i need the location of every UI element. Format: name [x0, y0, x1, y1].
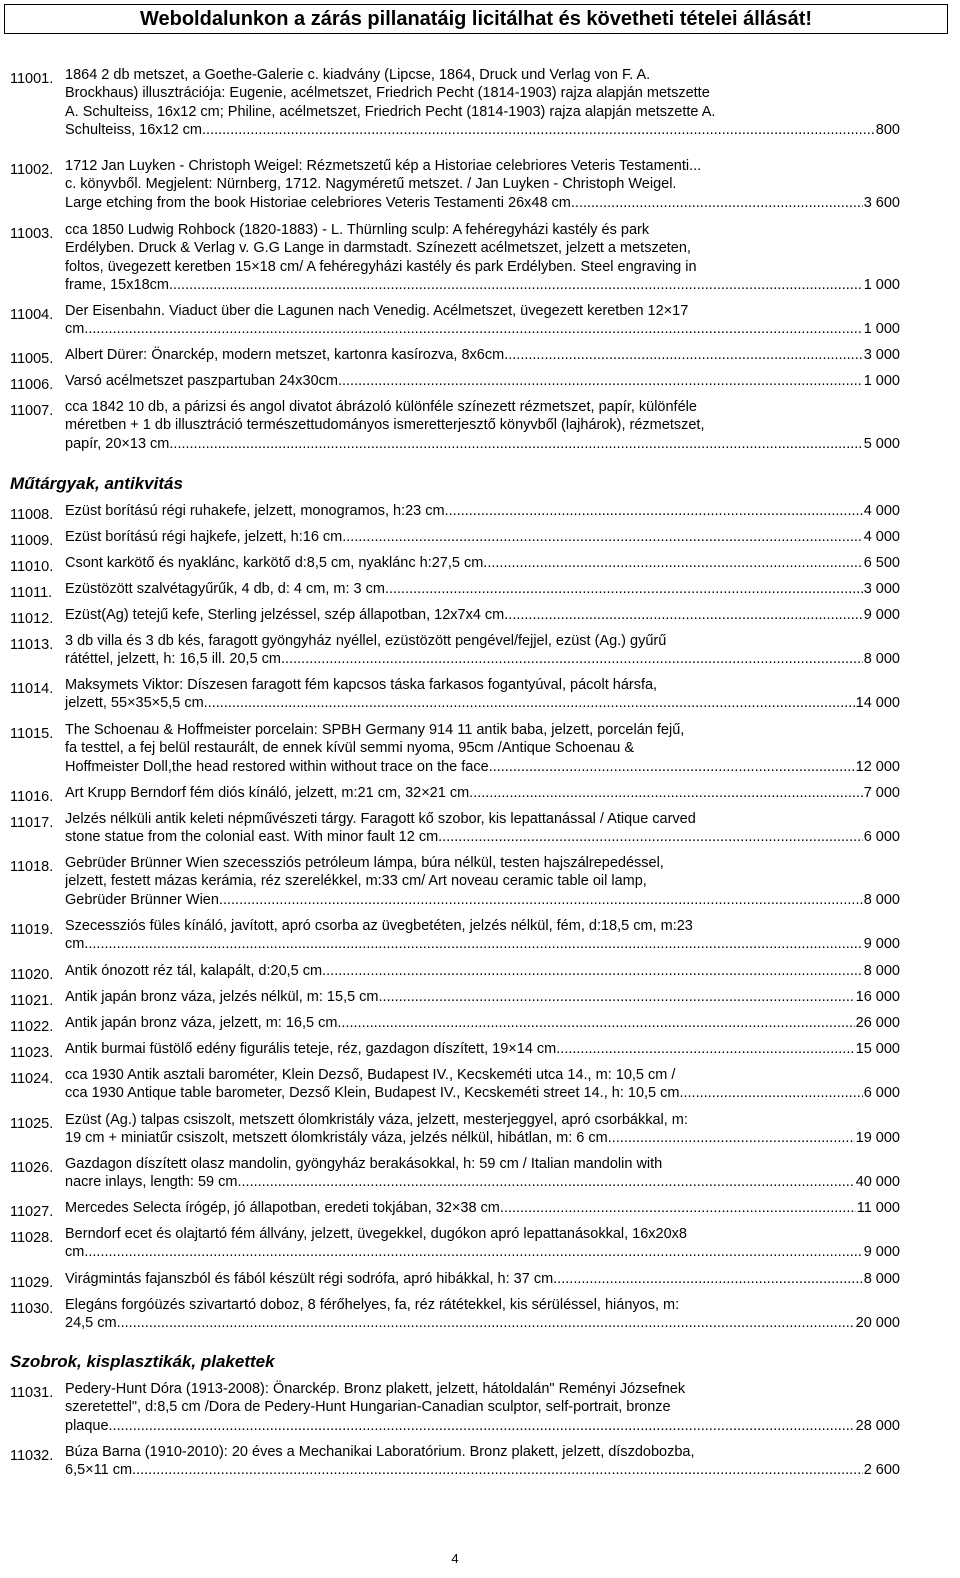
lot-number: 11014. [10, 681, 54, 697]
lot-item [10, 580, 900, 601]
dot-leader [84, 320, 862, 338]
lot-last-line [65, 580, 900, 598]
lot-item [10, 502, 900, 523]
lot-last-line [65, 121, 900, 139]
lot-number: 11026. [10, 1160, 54, 1176]
lot-description-line: Gebrüder Brünner Wien [65, 891, 219, 908]
lot-description [65, 528, 900, 546]
lot-description-line: A. Schulteiss, 16x12 cm; Philine, acélmetszet, Friedrich Pecht (1814-1903) rajza alapján metszette A. [65, 103, 716, 120]
lot-item [10, 157, 900, 212]
lot-item [10, 1111, 900, 1148]
starting-price: 12 000 [855, 758, 900, 775]
dot-leader [204, 694, 855, 712]
lot-item [10, 346, 900, 367]
dot-leader [489, 758, 855, 776]
lot-last-line [65, 1129, 900, 1147]
lot-description-line: Berndorf ecet és olajtartó fém állvány, jelzett, üvegekkel, dugókon apró lepattanásokkal, 16x20x8 [65, 1226, 687, 1242]
dot-leader [608, 1129, 855, 1147]
lot-description [65, 1296, 900, 1333]
lot-number: 11031. [10, 1385, 54, 1401]
lot-description-line: Csont karkötő és nyaklánc, karkötő d:8,5 cm, nyaklánc h:27,5 cm [65, 555, 484, 571]
lot-number: 11004. [10, 307, 54, 323]
starting-price: 3 600 [863, 194, 900, 211]
starting-price: 4 000 [863, 503, 900, 519]
lot-description [65, 1155, 900, 1192]
lot-number: 11009. [10, 533, 54, 549]
lot-description-line: nacre inlays, length: 59 cm [65, 1174, 238, 1191]
lot-number: 11017. [10, 815, 54, 831]
starting-price: 3 000 [863, 581, 900, 597]
lot-description [65, 988, 900, 1006]
starting-price: 20 000 [855, 1315, 900, 1332]
dot-leader [483, 554, 862, 572]
dot-leader [322, 962, 863, 980]
starting-price: 15 000 [855, 1041, 900, 1057]
lot-item [10, 632, 900, 669]
lot-description-line: Virágmintás fajanszból és fából készült régi sodrófa, apró hibákkal, h: 37 cm [65, 1271, 554, 1287]
lot-description-line: Maksymets Viktor: Díszesen faragott fém kapcsos táska farkasos fogantyúval, pácolt hársfa, [65, 677, 658, 693]
lot-description [65, 502, 900, 520]
starting-price: 1 000 [863, 321, 900, 338]
lot-last-line [65, 1461, 900, 1479]
lot-last-line [65, 372, 900, 390]
lot-number: 11020. [10, 967, 54, 983]
dot-leader [169, 435, 862, 453]
lot-description [65, 346, 900, 364]
dot-leader [132, 1461, 863, 1479]
lot-number: 11021. [10, 993, 54, 1009]
starting-price: 1 000 [863, 373, 900, 389]
lot-item [10, 1155, 900, 1192]
lot-item [10, 1040, 900, 1061]
lot-item [10, 398, 900, 453]
lot-description-line: cm [65, 321, 85, 338]
banner-title: Weboldalunkon a zárás pillanatáig licitálhat és követheti tételei állását! [139, 8, 813, 30]
lot-description [65, 580, 900, 598]
dot-leader [84, 935, 862, 953]
lot-last-line [65, 891, 900, 909]
dot-leader [504, 346, 863, 364]
lot-last-line [65, 1270, 900, 1288]
lot-description-line: cm [65, 936, 85, 953]
dot-leader [342, 528, 862, 546]
starting-price: 26 000 [855, 1015, 900, 1031]
lot-description-line: cca 1842 10 db, a párizsi és angol divatot ábrázoló különféle színezett rézmetszet, papír, különféle [65, 399, 697, 415]
lot-description-line: Varsó acélmetszet paszpartuban 24x30cm [65, 373, 338, 389]
dot-leader [469, 784, 863, 802]
lot-item [10, 1066, 900, 1103]
lot-description [65, 157, 900, 212]
starting-price: 6 000 [863, 829, 900, 846]
lot-number: 11003. [10, 226, 54, 242]
lot-description [65, 554, 900, 572]
lot-number: 11012. [10, 611, 54, 627]
lot-number: 11006. [10, 377, 54, 393]
lot-description [65, 854, 900, 909]
lot-number: 11030. [10, 1301, 54, 1317]
lot-last-line [65, 1014, 900, 1032]
lot-item [10, 810, 900, 847]
lot-description-line: Ezüstözött szalvétagyűrűk, 4 db, d: 4 cm, m: 3 cm [65, 581, 385, 597]
lot-description-line: Mercedes Selecta írógép, jó állapotban, eredeti tokjában, 32×38 cm [65, 1200, 500, 1216]
lot-item [10, 1270, 900, 1291]
lot-description-line: Antik burmai füstölő edény figurális teteje, réz, gazdagon díszített, 19×14 cm [65, 1041, 557, 1057]
dot-leader [117, 1314, 855, 1332]
starting-price: 9 000 [863, 607, 900, 623]
lot-description-line: 1864 2 db metszet, a Goethe-Galerie c. kiadvány (Lipcse, 1864, Druck und Verlag von F. A. [65, 67, 651, 83]
lot-description [65, 66, 900, 139]
lot-description [65, 1014, 900, 1032]
starting-price: 8 000 [863, 963, 900, 979]
lot-last-line [65, 828, 900, 846]
dot-leader [219, 891, 863, 909]
lot-description-line: Elegáns forgóüzés szivartartó doboz, 8 férőhelyes, fa, réz rátétekkel, kis sérüléssel, hiányos, m: [65, 1297, 680, 1313]
lot-description [65, 1040, 900, 1058]
lot-description [65, 372, 900, 390]
lot-number: 11024. [10, 1071, 54, 1087]
lot-number: 11002. [10, 162, 54, 178]
lot-item [10, 721, 900, 776]
lot-number: 11013. [10, 637, 54, 653]
dot-leader [556, 1040, 854, 1058]
lot-description [65, 721, 900, 776]
lot-last-line [65, 276, 900, 294]
lot-last-line [65, 1040, 900, 1058]
starting-price: 7 000 [863, 785, 900, 801]
lot-last-line [65, 784, 900, 802]
lot-description [65, 962, 900, 980]
dot-leader [500, 1199, 856, 1217]
lot-description [65, 1270, 900, 1288]
section-heading: Műtárgyak, antikvitás [10, 474, 183, 493]
starting-price: 8 000 [863, 891, 900, 908]
lot-description [65, 398, 900, 453]
lot-description-line: c. könyvből. Megjelent: Nürnberg, 1712. Nagyméretű metszet. / Jan Luyken - Christoph Weigel. [65, 176, 677, 193]
starting-price: 19 000 [855, 1130, 900, 1147]
lot-last-line [65, 606, 900, 624]
lot-description-line: 24,5 cm [65, 1315, 117, 1332]
lot-description [65, 606, 900, 624]
lot-item [10, 528, 900, 549]
starting-price: 1 000 [863, 276, 900, 293]
lot-item [10, 988, 900, 1009]
lot-description-line: jelzett, 55×35×5,5 cm [65, 695, 204, 712]
lot-description-line: Gebrüder Brünner Wien szecessziós petróleum lámpa, búra nélkül, testen hajszálrepedéssel, [65, 855, 664, 871]
lot-description [65, 1225, 900, 1262]
lot-last-line [65, 194, 900, 212]
lot-item [10, 854, 900, 909]
lot-description-line: cm [65, 1244, 85, 1261]
starting-price: 6 000 [863, 1085, 900, 1102]
lot-item [10, 1296, 900, 1333]
lot-description-line: Large etching from the book Historiae celebriores Veteris Testamenti 26x48 cm [65, 194, 571, 211]
dot-leader [553, 1270, 863, 1288]
lot-description-line: cca 1930 Antique table barometer, Dezső Klein, Budapest IV., Kecskeméti street 14., h: 10,5 cm [65, 1085, 680, 1102]
lot-description-line: frame, 15x18cm [65, 276, 169, 293]
lot-description-line: méretben + 1 db illusztráció természettudományos ismeretterjesztő könyvből (lajhárok), rézmetszet, [65, 417, 705, 434]
lot-description-line: Der Eisenbahn. Viaduct über die Lagunen nach Venedig. Acélmetszet, üvegezett keretben 12×17 [65, 303, 689, 319]
lot-item [10, 676, 900, 713]
lot-description-line: Art Krupp Berndorf fém diós kínáló, jelzett, m:21 cm, 32×21 cm [65, 785, 470, 801]
lot-description-line: 3 db villa és 3 db kés, faragott gyöngyház nyéllel, ezüstözött pengével/fejjel, ezüst (Ag.) gyűrű [65, 633, 667, 649]
lot-number: 11016. [10, 789, 54, 805]
lot-description [65, 1199, 900, 1217]
dot-leader [379, 988, 855, 1006]
page-banner [4, 4, 948, 34]
lot-item [10, 1225, 900, 1262]
starting-price: 800 [875, 121, 900, 138]
lot-number: 11023. [10, 1045, 54, 1061]
starting-price: 5 000 [863, 435, 900, 452]
dot-leader [109, 1417, 855, 1435]
starting-price: 2 600 [863, 1462, 900, 1479]
starting-price: 11 000 [856, 1200, 900, 1216]
lot-description-line: 1712 Jan Luyken - Christoph Weigel: Rézmetszetű kép a Historiae celebriores Veteris Testamenti... [65, 158, 702, 174]
lot-description-line: Pedery-Hunt Dóra (1913-2008): Önarckép. Bronz plakett, jelzett, hátoldalán" Reményi Józsefnek [65, 1381, 686, 1397]
lot-description-line: 6,5×11 cm [65, 1462, 133, 1479]
dot-leader [281, 650, 863, 668]
dot-leader [438, 828, 863, 846]
lot-description [65, 1066, 900, 1103]
lot-description-line: plaque [65, 1417, 109, 1434]
lot-description [65, 221, 900, 294]
lot-description [65, 917, 900, 954]
lot-item [10, 372, 900, 393]
lot-description-line: Ezüst(Ag) tetejű kefe, Sterling jelzéssel, szép állapotban, 12x7x4 cm [65, 607, 505, 623]
lot-number: 11028. [10, 1230, 54, 1246]
lot-number: 11025. [10, 1116, 54, 1132]
lot-last-line [65, 1084, 900, 1102]
lot-description-line: Szecessziós füles kínáló, javított, apró csorba az üvegbetéten, jelzés nélkül, fém, d:18,5 cm, m:23 [65, 918, 693, 934]
starting-price: 14 000 [855, 695, 900, 712]
starting-price: 6 500 [863, 555, 900, 571]
lot-description-line: cca 1930 Antik asztali barométer, Klein Dezső, Budapest IV., Kecskeméti utca 14., m: 10,5 cm / [65, 1067, 676, 1083]
lot-last-line [65, 758, 900, 776]
lot-description [65, 676, 900, 713]
lot-last-line [65, 1173, 900, 1191]
lot-description-line: Antik japán bronz váza, jelzés nélkül, m: 15,5 cm [65, 989, 379, 1005]
lot-description-line: Jelzés nélküli antik keleti népművészeti tárgy. Faragott kő szobor, kis lepattanással / Atique carved [65, 811, 696, 827]
lot-description-line: 19 cm + miniatűr csiszolt, metszett ólomkristály váza, jelzés nélkül, hibátlan, m: 6 cm [65, 1130, 608, 1147]
lot-description [65, 1380, 900, 1435]
lot-item [10, 917, 900, 954]
dot-leader [571, 194, 863, 212]
starting-price: 3 000 [863, 347, 900, 363]
lot-description [65, 1443, 900, 1480]
lot-description-line: Brockhaus) illusztrációja: Eugenie, acélmetszet, Friedrich Pecht (1814-1903) rajza alapján metszette [65, 85, 710, 102]
lot-item [10, 1380, 900, 1435]
starting-price: 8 000 [863, 1271, 900, 1287]
starting-price: 40 000 [855, 1174, 900, 1191]
lot-item [10, 554, 900, 575]
lot-description-line: Albert Dürer: Önarckép, modern metszet, kartonra kasírozva, 8x6cm [65, 347, 505, 363]
lot-item [10, 606, 900, 627]
lot-description-line: fa testtel, a fej belül restaurált, de ennek kívül semmi nyoma, 95cm /Antique Schoenau & [65, 740, 635, 757]
lot-description-line: Antik ónozott réz tál, kalapált, d:20,5 cm [65, 963, 323, 979]
lot-description-line: Hoffmeister Doll,the head restored within without trace on the face [65, 758, 489, 775]
lot-item [10, 1443, 900, 1480]
lot-number: 11011. [10, 585, 53, 601]
lot-number: 11018. [10, 859, 54, 875]
dot-leader [445, 502, 863, 520]
lot-last-line [65, 935, 900, 953]
lot-item [10, 962, 900, 983]
lot-last-line [65, 320, 900, 338]
lot-description-line: Antik japán bronz váza, jelzett, m: 16,5 cm [65, 1015, 338, 1031]
lot-number: 11022. [10, 1019, 54, 1035]
starting-price: 9 000 [863, 936, 900, 953]
lot-description [65, 632, 900, 669]
dot-leader [337, 1014, 854, 1032]
lot-last-line [65, 1199, 900, 1217]
starting-price: 4 000 [863, 529, 900, 545]
lot-last-line [65, 528, 900, 546]
lot-description-line: papír, 20×13 cm [65, 435, 170, 452]
lot-number: 11019. [10, 922, 54, 938]
lot-description-line: foltos, üvegezett keretben 15×18 cm/ A fehéregyházi kastély és park Erdélyben. Steel engraving in [65, 258, 697, 275]
lot-description-line: rátéttel, jelzett, h: 16,5 ill. 20,5 cm [65, 651, 281, 668]
dot-leader [202, 121, 875, 139]
lot-description-line: Búza Barna (1910-2010): 20 éves a Mechanikai Laboratórium. Bronz plakett, jelzett, díszdobozba, [65, 1444, 695, 1460]
lot-description-line: jelzett, festett mázas kerámia, réz szerelékkel, m:33 cm/ Art noveau ceramic table oil lamp, [65, 873, 647, 890]
dot-leader [84, 1243, 862, 1261]
lot-number: 11008. [10, 507, 54, 523]
lot-item [10, 784, 900, 805]
lot-last-line [65, 554, 900, 572]
lot-last-line [65, 435, 900, 453]
lot-item [10, 1014, 900, 1035]
lot-number: 11032. [10, 1448, 54, 1464]
starting-price: 9 000 [863, 1244, 900, 1261]
lot-item [10, 302, 900, 339]
lot-number: 11010. [10, 559, 54, 575]
lot-item [10, 66, 900, 139]
starting-price: 28 000 [855, 1417, 900, 1434]
dot-leader [338, 372, 863, 390]
lot-description [65, 810, 900, 847]
lot-description-line: szeretettel", d:8,5 cm /Dora de Pedery-Hunt Hungarian-Canadian sculptor, self-portrait, bronze [65, 1399, 671, 1416]
lot-last-line [65, 694, 900, 712]
page-number: 4 [451, 1551, 459, 1566]
section-heading: Szobrok, kisplasztikák, plakettek [10, 1352, 275, 1371]
lot-number: 11007. [10, 403, 54, 419]
lot-description-line: Ezüst (Ag.) talpas csiszolt, metszett ólomkristály váza, jelzett, mesterjeggyel, apró csorbákkal, m: [65, 1112, 688, 1128]
lot-item [10, 221, 900, 294]
lot-description-line: The Schoenau & Hoffmeister porcelain: SPBH Germany 914 11 antik baba, jelzett, porcelán fejű, [65, 722, 685, 738]
lot-last-line [65, 1243, 900, 1261]
lot-last-line [65, 1314, 900, 1332]
lot-description-line: Ezüst borítású régi ruhakefe, jelzett, monogramos, h:23 cm [65, 503, 445, 519]
lot-description [65, 302, 900, 339]
lot-description-line: stone statue from the colonial east. With minor fault 12 cm [65, 829, 439, 846]
lot-last-line [65, 346, 900, 364]
lot-last-line [65, 1417, 900, 1435]
lot-description-line: Gazdagon díszített olasz mandolin, gyöngyház berakásokkal, h: 59 cm / Italian mandolin with [65, 1156, 663, 1172]
dot-leader [504, 606, 862, 624]
lot-description [65, 1111, 900, 1148]
dot-leader [169, 276, 863, 294]
lot-description-line: Erdélyben. Druck & Verlag v. G.G Lange in darmstadt. Színezett acélmetszet, jelzett a metszeten, [65, 240, 691, 257]
lot-last-line [65, 988, 900, 1006]
lot-description-line: cca 1850 Ludwig Rohbock (1820-1883) - L. Thürnling sculp: A fehéregyházi kastély és park [65, 222, 650, 238]
starting-price: 16 000 [855, 989, 900, 1005]
lot-number: 11005. [10, 351, 54, 367]
lot-number: 11029. [10, 1275, 54, 1291]
lot-number: 11015. [10, 726, 54, 742]
lot-number: 11001. [10, 71, 54, 87]
starting-price: 8 000 [863, 651, 900, 668]
lot-item [10, 1199, 900, 1220]
lot-description [65, 784, 900, 802]
lot-description-line: Ezüst borítású régi hajkefe, jelzett, h:16 cm [65, 529, 343, 545]
dot-leader [385, 580, 863, 598]
lot-last-line [65, 650, 900, 668]
dot-leader [679, 1084, 862, 1102]
dot-leader [237, 1173, 854, 1191]
lot-description-line: Schulteiss, 16x12 cm [65, 121, 203, 138]
lot-last-line [65, 502, 900, 520]
lot-last-line [65, 962, 900, 980]
lot-number: 11027. [10, 1204, 54, 1220]
